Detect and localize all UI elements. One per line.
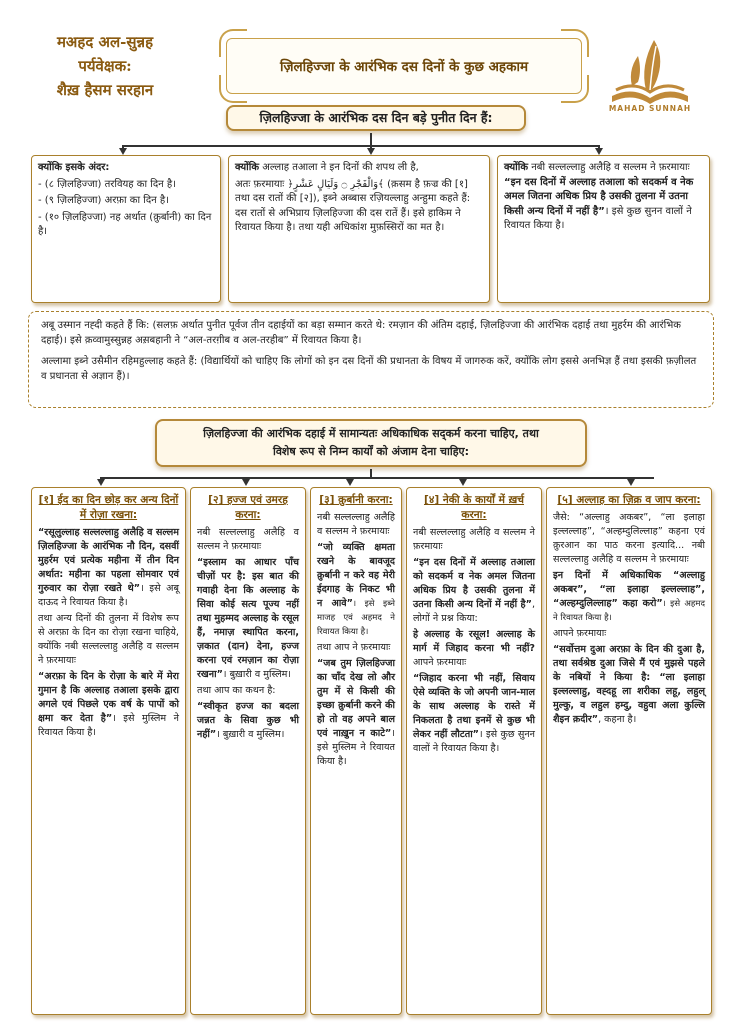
intro-banner: ज़िलहिज्जा के आरंभिक दस दिन बड़े पुनीत दिन हैं:	[226, 105, 526, 131]
ornament-icon	[219, 29, 247, 57]
org-name: मअहद अल-सुन्नह	[56, 33, 154, 51]
reason-box-1	[31, 155, 221, 303]
ornament-icon	[561, 29, 589, 57]
hadith-text: “जिहाद करना भी नहीं, सिवाय ऐसे व्यक्ति के जो अपनी जान-माल के साथ अल्लाह के रास्ते में निकलता है तथा इनमें से कुछ भी लेकर नहीं लौटता”	[413, 673, 535, 740]
deeds-banner-line: विशेष रूप से निम्न कार्यों को अंजाम देना चाहिए:	[272, 445, 470, 458]
connector-line	[100, 477, 654, 479]
source-text: । इसे इब्ने माजह एवं अहमद ने रिवायत किया है।	[317, 599, 396, 637]
hadith-text: “स्वीकृत हज्ज का बदला जन्नत के सिवा कुछ भी नहीं”	[197, 701, 299, 740]
hadith-text: “जब तुम ज़िलहिज्जा का चाँद देख लो और तुम में से किसी की इच्छा क़ुर्बानी करने की हो तो वह अपने बाल एवं नाख़ुन न काटे”	[317, 658, 395, 739]
hadith-text: “इन दस दिनों में अल्लाह तआला को सदकर्म व नेक अमल जितना अधिक प्रिय है उसकी तुलना में उतना किसी अन्य दिनों में नहीं है”	[504, 176, 694, 217]
ornament-icon	[561, 75, 589, 103]
hadith-text: “अरफ़ा के दिन के रोज़ा के बारे में मेरा गुमान है कि अल्लाह तआला इसके द्वारा अगले एवं पिछले एक वर्ष के पापों को क्षमा कर देता है”	[38, 671, 179, 724]
reason-item: - (१० ज़िलहिज्जा) नह अर्थात (क़ुर्बानी) का दिन है।	[38, 211, 212, 238]
arrow-down-icon	[119, 148, 127, 155]
deeds-banner-line: ज़िलहिज्जा की आरंभिक दहाई में सामान्यतः अधिकाधिक सद्कर्म करना चाहिए, तथा	[203, 427, 539, 440]
reason-item: - (९ ज़िलहिज्जा) अरफ़ा का दिन है।	[38, 195, 169, 207]
deeds-banner	[155, 419, 587, 467]
quotes-box	[28, 311, 714, 408]
deed-heading: [४] नेकी के कार्यों में ख़र्च करना:	[423, 494, 525, 521]
reason-text: अतः फ़रमायाः	[235, 178, 285, 190]
hadith-text: इन दिनों में अधिकाधिक “अल्लाहु अकबर”, “ला इलाहा इल्लल्लाह”, “अल्हम्दुलिल्लाह” कहा करो”	[553, 570, 705, 609]
reason-text: अल्लाह तआला ने इन दिनों की शपथ ली है,	[262, 162, 419, 173]
arrow-down-icon	[459, 479, 467, 486]
arrow-down-icon	[627, 479, 635, 486]
deed-text: आपने फ़रमायाः	[413, 657, 467, 668]
logo-text: MAHAD SUNNAH	[608, 104, 692, 113]
hadith-text: “जो व्यक्ति क्षमता रखने के बावजूद क़ुर्बानी न करे वह मेरी ईदगाह के निकट भी न आवे”	[317, 542, 395, 609]
deed-text: । इसे अबू दाऊद ने रिवायत किया है।	[38, 583, 179, 608]
reason-item: - (८ ज़िलहिज्जा) तरवियह का दिन है।	[38, 178, 176, 190]
deed-heading: [३] क़ुर्बानी करना:	[319, 494, 393, 506]
deed-spending	[406, 487, 542, 1015]
deed-heading: [२] हज्ज एवं उमरह करना:	[208, 494, 288, 521]
title-frame	[226, 38, 582, 94]
reason-text: नबी सल्लल्लाहु अलैहि व सल्लम ने फ़रमायाः	[531, 162, 690, 173]
hadith-text: “इन दस दिनों में अल्लाह तआला को सदकर्म व नेक अमल जितना अधिक प्रिय है उसकी तुलना में उतना किसी अन्य दिनों में नहीं है”	[413, 557, 535, 610]
arrow-down-icon	[346, 479, 354, 486]
hadith-text: “रसूलुल्लाह सल्लल्लाहु अलैहि व सल्लम ज़िलहिज्जा के आरंभिक नौ दिन, दसवीं मुहर्रम एवं प्रत्येक महीना में तीन दिन अर्थात: महीना का पहला सोमवार एवं गुरुवार का रोज़ा रखते थे”	[38, 527, 179, 594]
deed-text: तथा अन्य दिनों की तुलना में विशेष रूप से अरफ़ा के दिन का रोज़ा रखना चाहिये, क्योंकि नबी सल्लल्लाहु अलैहि व सल्लम ने फ़रमायाः	[38, 613, 179, 666]
deed-text: , लोगों ने प्रश्न किया:	[413, 599, 535, 624]
arabic-verse: ﴿وَالْفَجْرِ ۝ وَلَيَالٍ عَشْرٍ﴾	[287, 178, 384, 190]
deed-text: । इसे मुस्लिम ने रिवायत किया है।	[38, 713, 179, 738]
page-title: ज़िलहिज्जा के आरंभिक दस दिनों के कुछ अहकाम	[279, 59, 529, 75]
deed-fasting	[31, 487, 186, 1015]
reason-box-3	[497, 155, 710, 303]
deed-text: । इसे मुस्लिम ने रिवायत किया है।	[317, 728, 395, 767]
deed-text: । इसे कुछ सुनन वालों ने रिवायत किया है।	[413, 729, 535, 754]
reason-text: । इसे कुछ सुनन वालों ने रिवायत किया है।	[504, 205, 692, 232]
deed-sacrifice	[310, 487, 402, 1015]
deed-remembrance	[546, 487, 712, 1015]
deed-text: नबी सल्लल्लाहु अलैहि व सल्लम ने फ़रमायाः	[317, 512, 395, 537]
org-supervisor-label: पर्यवेक्षक:	[78, 57, 132, 75]
deed-text: नबी सल्लल्लाहु अलैहि व सल्लम ने फ़रमायाः	[197, 527, 299, 552]
arrow-down-icon	[595, 148, 603, 155]
deed-text: आपने फ़रमायाः	[553, 628, 607, 639]
reason-heading: क्योंकि इसके अंदर:	[38, 162, 110, 173]
quote-abu-usman: अबू उस्मान नह्दी कहते हैं कि: (सलफ़ अर्थात पुनीत पूर्वज तीन दहाईयों का बड़ा सम्मान करते थे: रमज़ान की अंतिम दहाई, ज़िलहिज्जा की आरंभिक दहाई तथा मुहर्रम की आरंभिक दहाई)। इसे क़व्वामुस्सुन्नह अस़बहानी ने “अल-तरग़ीब व अल-तरहीब” में रिवायत किया है।	[41, 320, 681, 346]
deed-text: जैसे: “अल्लाहु अकबर”, “ला इलाहा इल्लल्लाह”, “अल्हम्दुलिल्लाह” कहना एवं क़ुरआन का पाठ करना इत्यादि... नबी सल्लल्लाहु अलैहि व सल्लम ने फ़रमायाः	[553, 512, 705, 565]
organization-block	[10, 30, 200, 102]
arrow-down-icon	[97, 479, 105, 486]
arrow-down-icon	[367, 148, 375, 155]
connector-line	[122, 145, 600, 147]
deed-heading: [५] अल्लाह का ज़िक्र व जाप करना:	[557, 494, 701, 506]
hadith-text: “इस्लाम का आधार पाँच चीज़ों पर है: इस बात की गवाही देना कि अल्लाह के सिवा कोई सत्य पूज्य नहीं तथा मुहम्मद अल्लाह के रसूल हैं, नमाज़ स्थापित करना, ज़कात (दान) देना, हज्ज करना एवं रमज़ान का रोज़ा रखना”	[197, 557, 299, 680]
reason-lead: क्योंकि	[504, 162, 529, 173]
deed-heading: [१] ईद का दिन छोड़ कर अन्य दिनों में रोज़ा रखना:	[38, 494, 179, 521]
arrow-down-icon	[242, 479, 250, 486]
deed-text: नबी सल्लल्लाहु अलैहि व सल्लम ने फ़रमायाः	[413, 527, 535, 552]
hadith-text: “सर्वोत्तम दुआ अरफ़ा के दिन की दुआ है, तथा सर्वश्रेष्ठ दुआ जिसे मैं एवं मुझसे पहले के नबियों ने किया है: “ला इलाहा इल्लल्लाहु, वह्दहू ला शरीका लहू, लहुल् मुल्कु, व लहुल हम्दु, वहुवा अला कुल्लि शैइन क़दीर”	[553, 644, 705, 725]
deed-text: । बुख़ारी व मुस्लिम।	[216, 729, 285, 740]
deed-text: तथा आप ने फ़रमायाः	[317, 642, 391, 653]
reason-lead: क्योंकि	[235, 162, 260, 173]
deed-hajj	[190, 487, 306, 1015]
deed-text: , कहना है।	[598, 714, 637, 725]
hadith-text: हे अल्लाह के रसूल! अल्लाह के मार्ग में जिहाद करना भी नहीं?	[413, 629, 535, 654]
org-supervisor-name: शैख़ हैसम सरहान	[56, 81, 154, 99]
quote-ibn-uthaymeen: अल्लामा इब्ने उसैमीन रहिमहुल्लाह कहते हैं: (विद्यार्थियों को चाहिए कि लोगों को इन दस दिनों की प्रधानता के विषय में जागरुक करें, क्योंकि लोग इससे अनभिज्ञ हैं तथा इसकी फ़ज़ीलत व प्रधानता से अज्ञान हैं)।	[41, 356, 697, 382]
reason-box-2	[228, 155, 490, 303]
reason-text: (क़सम है फ़ज्र की [१] तथा दस रातों की [२]), इब्ने अब्बास रज़ियल्लाहु अन्हुमा कहते हैं: दस रातों से अभिप्राय ज़िलहिज्जा की दस रातें हैं। इसे हाकिम ने रिवायत किया है। तथा यही अधिकांश मुफ़स्सिरों का मत है।	[235, 178, 471, 234]
source-text: । इसे अहमद ने रिवायत किया है।	[553, 599, 705, 623]
ornament-icon	[219, 75, 247, 103]
deed-text: तथा आप का कथन है:	[197, 685, 276, 696]
deed-text: । बुख़ारी व मुस्लिम।	[222, 669, 292, 680]
